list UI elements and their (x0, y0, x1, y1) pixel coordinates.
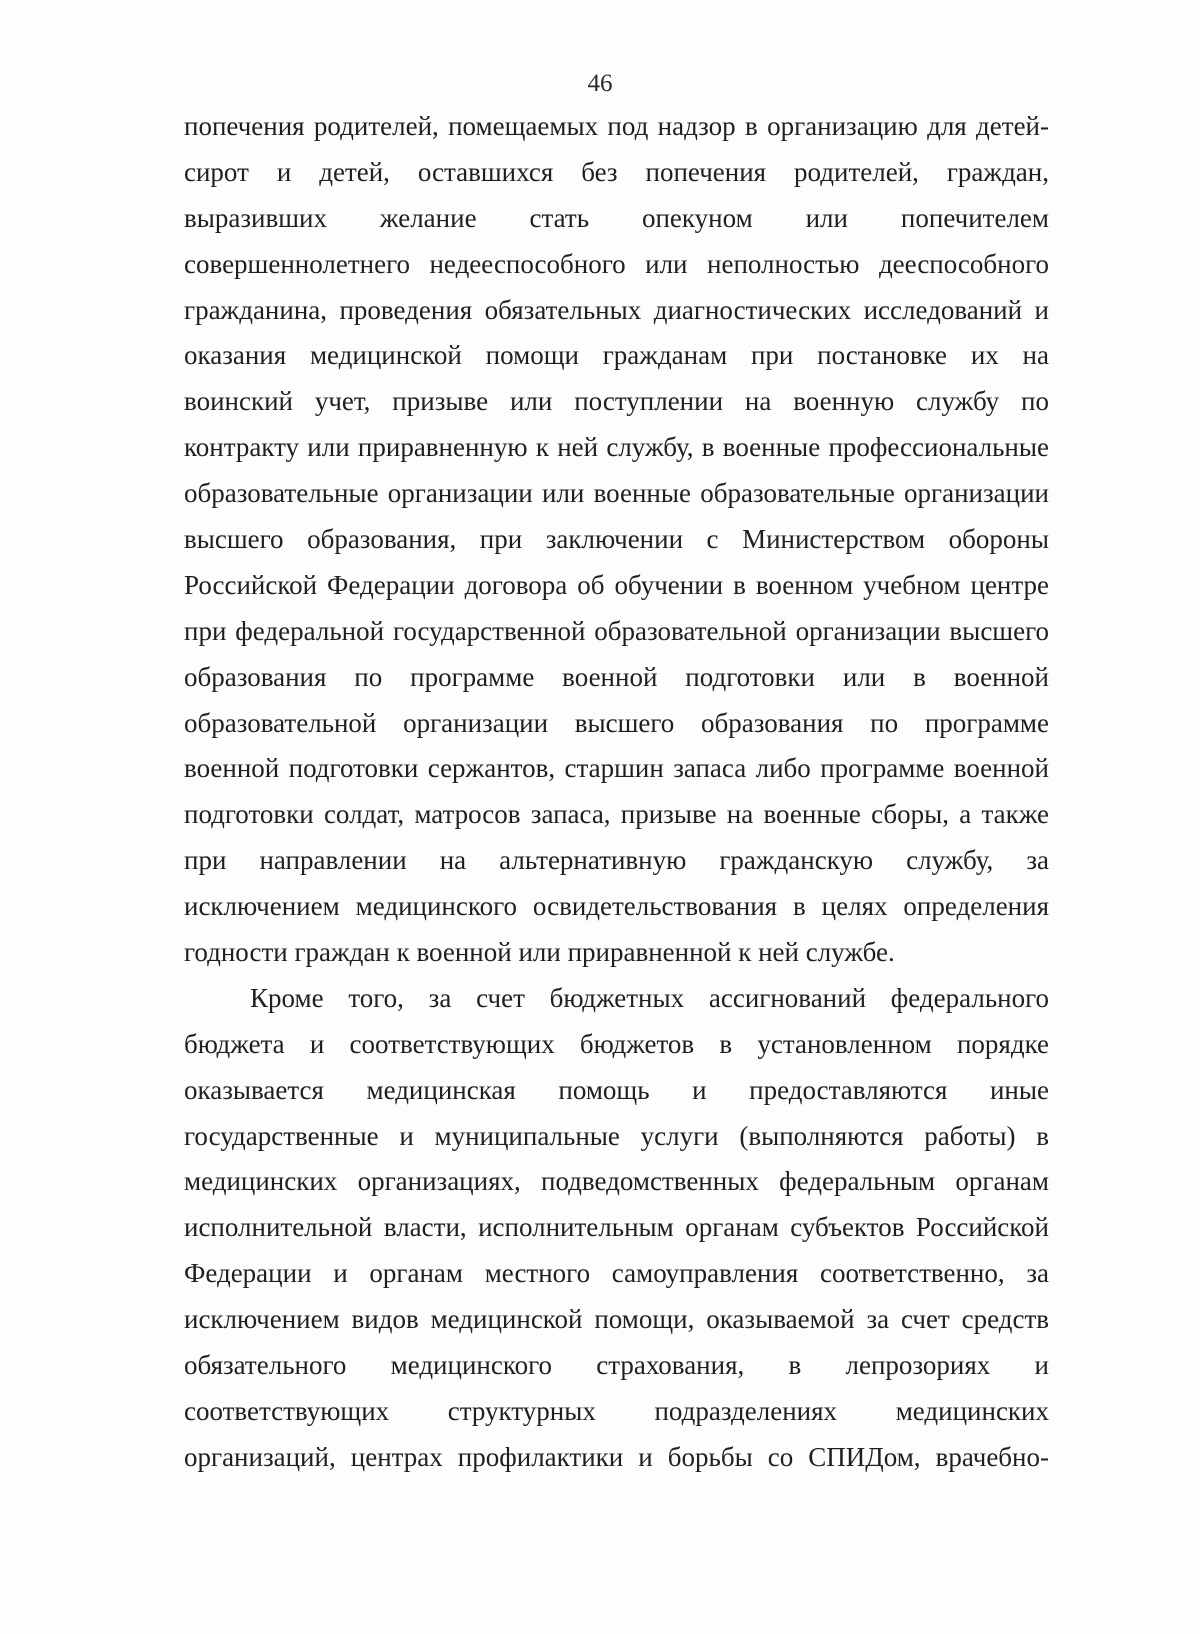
text-line: сирот и детей, оставшихся без попечения родителей, граждан, (184, 156, 1049, 187)
text-line: медицинских организациях, подведомственных федеральным органам (184, 1166, 1049, 1197)
text-line: Кроме того, за счет бюджетных ассигнований федерального (250, 982, 1049, 1013)
text-line: при федеральной государственной образовательной организации высшего (184, 615, 1049, 646)
text-line: государственные и муниципальные услуги (выполняются работы) в (184, 1120, 1049, 1151)
text-line: оказывается медицинская помощь и предоставляются иные (184, 1074, 1049, 1105)
text-line: воинский учет, призыве или поступлении на военную службу по (184, 386, 1049, 417)
text-line: военной подготовки сержантов, старшин запаса либо программе военной (184, 753, 1049, 784)
text-line: бюджета и соответствующих бюджетов в установленном порядке (184, 1028, 1049, 1059)
paragraph-1 (184, 104, 1049, 976)
text-line: исключением видов медицинской помощи, оказываемой за счет средств (184, 1304, 1049, 1335)
text-line: высшего образования, при заключении с Министерством обороны (184, 524, 1049, 555)
text-line: подготовки солдат, матросов запаса, призыве на военные сборы, а также (184, 799, 1049, 830)
text-line: годности граждан к военной или приравненной к ней службе. (184, 937, 895, 968)
text-line: гражданина, проведения обязательных диагностических исследований и (184, 294, 1049, 325)
text-line: контракту или приравненную к ней службу, в военные профессиональные (184, 432, 1049, 463)
text-line: Федерации и органам местного самоуправления соответственно, за (184, 1258, 1049, 1289)
page-number: 46 (587, 70, 613, 97)
text-line: выразивших желание стать опекуном или попечителем (184, 202, 1049, 233)
text-line: образовательные организации или военные образовательные организации (184, 478, 1049, 509)
paragraph-2 (184, 976, 1049, 1481)
text-line: исключением медицинского освидетельствования в целях определения (184, 891, 1049, 922)
text-line: при направлении на альтернативную гражданскую службу, за (184, 845, 1049, 876)
text-line: попечения родителей, помещаемых под надзор в организацию для детей- (184, 111, 1049, 141)
text-line: образования по программе военной подготовки или в военной (184, 661, 1049, 692)
body-text (184, 104, 1049, 1481)
text-line: совершеннолетнего недееспособного или неполностью дееспособного (184, 248, 1049, 279)
text-line: исполнительной власти, исполнительным органам субъектов Российской (184, 1212, 1049, 1243)
text-line: образовательной организации высшего образования по программе (184, 707, 1049, 738)
text-line: соответствующих структурных подразделениях медицинских (184, 1395, 1049, 1426)
text-line: обязательного медицинского страхования, в лепрозориях и (184, 1350, 1049, 1381)
text-line: оказания медицинской помощи гражданам при постановке их на (184, 340, 1049, 371)
text-line: организаций, центрах профилактики и борьбы со СПИДом, врачебно- (184, 1441, 1049, 1472)
text-line: Российской Федерации договора об обучении в военном учебном центре (184, 569, 1049, 600)
